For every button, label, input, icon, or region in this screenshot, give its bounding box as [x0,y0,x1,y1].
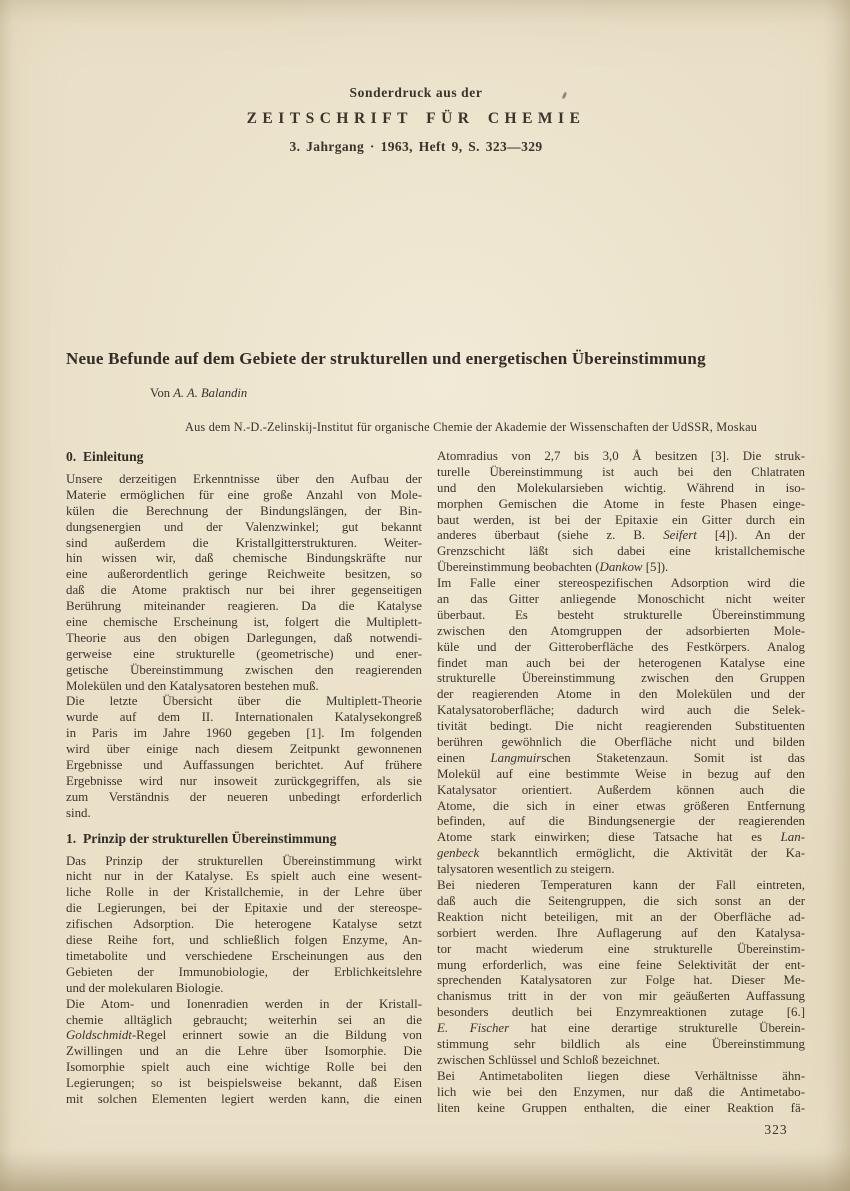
text-line: Unsere derzeitigen Erkenntnisse über den Aufbau der [66,472,422,486]
column-right [437,449,805,1116]
text-line: gerweise eine strukturelle (geometrische) und ener- [66,646,422,661]
text-line: Grenzschicht läßt sich dabei eine kristallchemische [437,544,805,559]
text-line: Atome, die sich in einer etwas größeren Entfernung [437,798,805,813]
text-line: in Paris im Jahre 1960 gegeben [1]. Im folgenden [66,726,422,741]
text-line: sind außerdem die Kristallgitterstrukturen. Weiter- [66,535,422,550]
text-line: Molekülen und den Katalysatoren bestehen muß. [66,678,319,693]
text-line: genbeck bekanntlich ermöglicht, die Aktivität der Ka- [437,846,805,861]
text-line: Goldschmidt-Regel erinnert sowie an die Bildung von [66,1028,422,1043]
text-line: wurde auf dem II. Internationalen Katalysekongreß [66,710,422,725]
text-line: E. Fischer hat eine derartige strukturelle Überein- [437,1021,805,1036]
text-line: baut werden, ist bei der Epitaxie ein Gitter durch ein [437,512,805,527]
text-line: Gebieten der Immunobiologie, der Erblichkeitslehre [66,964,422,979]
text-line: sind. [66,805,91,820]
text-line: Isomorphie spielt auch eine wichtige Rolle bei den [66,1060,422,1075]
text-line: diese Reihe fort, und schließlich folgen Enzyme, An- [66,933,422,948]
article-title: Neue Befunde auf dem Gebiete der strukturellen und energetischen Übereinstimmung [66,349,706,368]
text-line: daß auch die Seitengruppen, die sich sonst an der [437,893,805,908]
text-line: und der molekularen Biologie. [66,980,224,995]
text-line: an das Gitter anliegende Monoschicht nicht weiter [437,592,805,607]
text-line: befinden, auf die Bindungsenergie der reagierenden [437,814,805,829]
text-line: tivität bedingt. Die nicht reagierenden Substituenten [437,719,805,734]
byline-prefix: Von [150,386,171,400]
text-line: Ergebnisse wird nur insoweit zurückgegriffen, als sie [66,773,422,788]
page-number: 323 [764,1122,788,1137]
text-line: Bei Antimetaboliten liegen diese Verhältnisse ähn- [437,1068,805,1083]
text-line: Atomradius von 2,7 bis 3,0 Å besitzen [3]. Die struk- [437,449,805,463]
text-line: Berührung miteinander reagieren. Da die Katalyse [66,599,422,614]
text-line: Atome stark einwirken; diese Tatsache hat es Lan- [437,830,805,845]
text-line: findet man auch bei der heterogenen Katalyse eine [437,655,805,670]
text-line: talysatoren wesentlich zu steigern. [437,862,615,877]
text-line: überbaut. Es besteht strukturelle Übereinstimmung [437,607,805,622]
byline [150,386,247,401]
text-line: timetabolite und verschiedene Erscheinungen aus den [66,948,422,963]
journal-issue-info: 3. Jahrgang · 1963, Heft 9, S. 323—329 [289,139,543,154]
text-line: chemie alltäglich gebraucht; weiterhin sei an die [66,1012,422,1027]
text-line: liten keine Gruppen enthalten, die einer Reaktion fä- [437,1100,805,1115]
text-line: küle und der Gitteroberfläche des Festkörpers. Analog [437,639,805,654]
text-line: mung erforderlich, was eine feine Selektivität der ent- [437,957,805,972]
text-line: eine außerordentlich geringe Reichweite besitzen, so [66,567,422,582]
text-line: Übereinstimmung beobachten (Dankow [5]). [437,560,669,575]
text-line: berühren gewöhnlich die Oberfläche nicht und bilden [437,735,805,750]
text-line: Ergebnisse und Auffassungen berichtet. Auf frühere [66,758,422,773]
text-line: zifischen Adsorption. Die heterogene Katalyse setzt [66,917,422,932]
text-line: der reagierenden Atome in den Molekülen und der [437,687,805,702]
text-line: Theorie aus den obigen Darlegungen, daß notwendi- [66,630,422,645]
text-line: morphen Gemischen die Atome in feste Phasen einge- [437,496,805,511]
text-line: dungsenergien und der Valenzwinkel; gut bekannt [66,519,422,534]
text-line: Im Falle einer stereospezifischen Adsorption wird die [437,576,805,591]
text-line: Die Atom- und Ionenradien werden in der Kristall- [66,996,422,1011]
text-line: getische Übereinstimmung zwischen den reagierenden [66,662,422,677]
text-line: sprechenden Katalysatoren zur Folge hat. Dieser Me- [437,973,805,988]
text-line: die Legierungen, bei der Epitaxie und der stereospe- [66,901,422,916]
text-line: zum Verständnis der neueren unbedingt erforderlich [66,789,422,804]
byline-author: A. A. Balandin [173,386,248,400]
section-heading: 0. Einleitung [66,449,144,464]
text-line: wird über einige nach diesem Zeitpunkt gewonnenen [66,742,422,757]
text-line: hin wissen wir, daß chemische Bindungskräfte nur [66,551,422,566]
text-line: Legierungen; so ist beispielsweise bekannt, daß Eisen [66,1076,422,1091]
text-line: und den Molekularsieben wichtig. Während in iso- [437,480,805,495]
text-line: Bei niederen Temperaturen kann der Fall eintreten, [437,878,805,893]
text-line: chanismus tritt in der von mir geäußerten Auffassung [437,989,805,1004]
text-line: lich wie bei den Enzymen, nur daß die Antimetabo- [437,1084,805,1099]
text-line: Materie ermöglichen für eine große Anzahl von Mole- [66,487,422,502]
text-line: tor macht wiederum eine strukturelle Übereinstim- [437,941,805,956]
text-line: Reaktion nicht beteiligen, mit an der Oberfläche ad- [437,909,805,924]
text-line: besonders deutlich bei Enzymreaktionen zutage [6.] [437,1005,805,1020]
text-line: nicht nur in der Katalyse. Es spielt auch eine wesent- [66,869,422,884]
text-line: stimmung sehr bildlich als eine Übereinstimmung [437,1036,805,1051]
journal-title: ZEITSCHRIFT FÜR CHEMIE [246,110,586,127]
text-line: liche Rolle in der Kristallchemie, in der Lehre über [66,885,422,900]
section-heading: 1. Prinzip der strukturellen Übereinstimmung [66,830,337,846]
text-line: Katalysator orientiert. Außerdem können auch die [437,782,805,797]
text-line: anderes überbaut (siehe z. B. Seifert [4]). An der [437,528,805,543]
text-line: külen die Berechnung der Bindungslängen, der Bin- [66,503,422,518]
text-line: zwischen Schlüssel und Schloß bezeichnet. [437,1052,661,1067]
text-line: Die letzte Übersicht über die Multiplett-Theorie [66,694,422,709]
column-left [66,449,422,1108]
preprint-note: Sonderdruck aus der [349,85,483,100]
journal-header [0,85,832,155]
text-line: strukturelle Übereinstimmung zwischen den Gruppen [437,671,805,686]
text-line: Das Prinzip der strukturellen Übereinstimmung wirkt [66,853,422,868]
text-line: eine chemische Erscheinung ist, folgert die Multiplett- [66,615,422,630]
text-line: Katalysatoroberfläche; dadurch wird auch die Selek- [437,703,805,718]
text-line: daß die Atome praktisch nur bei ihrer gegenseitigen [66,583,422,598]
text-line: Zwillingen und an die Lehre über Isomorphie. Die [66,1044,422,1059]
text-line: turelle Übereinstimmung ist auch bei den Chlatraten [437,464,805,479]
text-line: mit solchen Elementen legiert werden kann, die einen [66,1091,422,1106]
text-line: sorbiert werden. Ihre Auflagerung auf den Katalysa- [437,925,805,940]
text-line: zwischen den Atomgruppen der adsorbierten Mole- [437,623,805,638]
text-line: Molekül auf eine bestimmte Weise in bezug auf den [437,766,805,781]
affiliation: Aus dem N.-D.-Zelinskij-Institut für organische Chemie der Akademie der Wissenschaften der UdSSR, Moskau [185,420,758,434]
text-line: einen Langmuirschen Staketenzaun. Somit ist das [437,750,805,765]
